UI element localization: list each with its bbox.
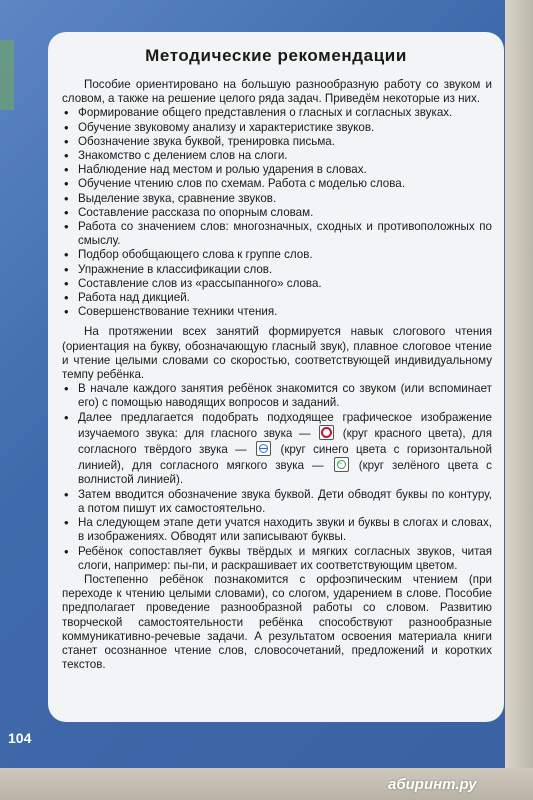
list-item: • Совершенствование техники чтения.	[62, 305, 492, 319]
step-text: (круг красного цвета), для согласного твёрдого звука —	[78, 426, 492, 457]
intro-paragraph: Пособие ориентировано на большую разнообразную работу со звуком и словом, а также на решение целого ряда задач. Приведём некоторые из них.	[62, 78, 492, 106]
content	[62, 78, 492, 672]
list-item: • Формирование общего представления о гласных и согласных звуках.	[62, 106, 492, 120]
list-item: • Наблюдение над местом и ролью ударения в словах.	[62, 163, 492, 177]
list-item: • Составление рассказа по опорным словам.	[62, 206, 492, 220]
list-item: • Ребёнок сопоставляет буквы твёрдых и мягких согласных звуков, читая слоги, например: пы-пи, и раскрашивает их соответствующим цветом.	[62, 545, 492, 573]
list-item: • Работа со значением слов: многозначных, сходных и противоположных по смыслу.	[62, 220, 492, 248]
list-item: • В начале каждого занятия ребёнок знакомится со звуком (или вспоминает его) с помощью наводящих вопросов и заданий.	[62, 382, 492, 410]
decorative-strip	[0, 40, 14, 110]
list-item: • Подбор обобщающего слова к группе слов.	[62, 248, 492, 262]
step-text: Далее предлагается подобрать подходящее графическое изображение изучаемого звука: для гласного звука —	[78, 410, 492, 440]
list-item: • Обучение звуковому анализу и характеристике звуков.	[62, 121, 492, 135]
closing-paragraph: Постепенно ребёнок познакомится с орфоэпическим чтением (при переходе к чтению целыми словами), со слогом, ударением в слове. Пособие предполагает проведение разнообразной работы со словом. Развитию творческой самостоятельности ребёнка способствуют разнообразные коммуникативно-речевые задачи. А результатом освоения материала книги станет осознанное чтение слов, словосочетаний, предложений и коротких текстов.	[62, 572, 492, 672]
step-text: (круг зелёного цвета с волнистой линией).	[78, 459, 492, 487]
list-item: • Обозначение звука буквой, тренировка письма.	[62, 135, 492, 149]
page-number: 104	[8, 730, 32, 746]
reading-paragraph: На протяжении всех занятий формируется навык слогового чтения (ориентация на букву, обозначающую гласный звук), плавное слоговое чтение и чтение целыми словами со скоростью, соответствующей индивидуальному темпу ребёнка.	[62, 325, 492, 382]
steps-list	[62, 382, 492, 573]
list-item	[62, 411, 492, 488]
list-item: • На следующем этапе дети учатся находить звуки и буквы в слогах и словах, в изображениях. Обводят или записывают буквы.	[62, 516, 492, 544]
list-item: • Работа над дикцией.	[62, 291, 492, 305]
green-circle-wave-icon	[334, 457, 349, 472]
list-item: • Знакомство с делением слов на слоги.	[62, 149, 492, 163]
watermark: абиринт.ру	[388, 776, 477, 793]
list-item: • Затем вводится обозначение звука буквой. Дети обводят буквы по контуру, а потом пишут их самостоятельно.	[62, 488, 492, 516]
task-list	[62, 106, 492, 319]
red-circle-icon	[319, 425, 334, 440]
step-text: (круг синего цвета с горизонтальной линией), для согласного мягкого звука —	[78, 443, 492, 473]
list-item: • Упражнение в классификации слов.	[62, 263, 492, 277]
page-title: Методические рекомендации	[145, 46, 407, 65]
list-item: • Обучение чтению слов по схемам. Работа с моделью слова.	[62, 177, 492, 191]
text-card	[48, 32, 504, 722]
blue-circle-line-icon	[256, 441, 271, 456]
list-item: • Составление слов из «рассыпанного» слова.	[62, 277, 492, 291]
list-item: • Выделение звука, сравнение звуков.	[62, 192, 492, 206]
next-page-edge	[505, 0, 533, 800]
